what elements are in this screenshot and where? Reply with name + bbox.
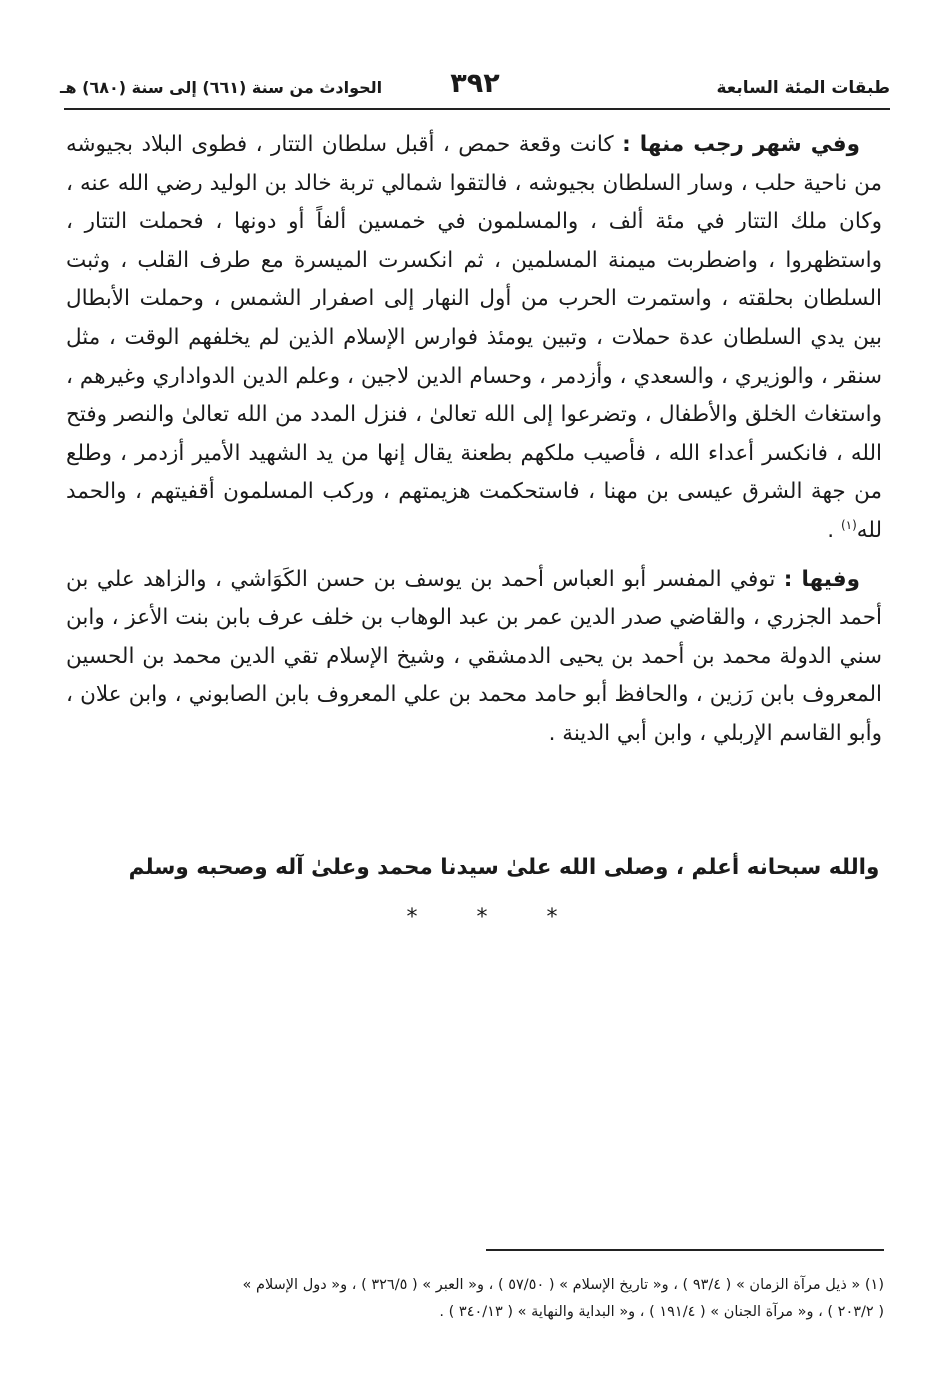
running-title-right: طبقات المئة السابعة bbox=[716, 78, 890, 98]
page-header bbox=[60, 68, 890, 108]
footnote-line: ( ٢٠٣/٢ ) ، و« مرآة الجنان » ( ١٩١/٤ ) ، و« البداية والنهاية » ( ٣٤٠/١٣ ) . bbox=[439, 1304, 884, 1320]
paragraph-body: توفي المفسر أبو العباس أحمد بن يوسف بن حسن الكَوَاشي ، والزاهد علي بن أحمد الجزري ، والقاضي صدر الدين عمر بن عبد الوهاب بن خلف عرف بابن بنت الأعز ، وابن سني الدولة محمد بن أحمد بن يحيى الدمشقي ، وشيخ الإسلام تقي الدين محمد بن الحسين المعروف بابن رَزين ، والحافظ أبو حامد محمد بن علي المعروف بابن الصابوني ، وابن علان ، وأبو القاسم الإربلي ، وابن أبي الدينة . bbox=[66, 566, 882, 746]
paragraph-deaths bbox=[66, 561, 882, 754]
paragraph-rajab bbox=[66, 126, 882, 551]
page-number: ٣٩٢ bbox=[450, 68, 500, 99]
paragraph-lead: وفيها : bbox=[783, 566, 860, 592]
header-divider bbox=[64, 108, 890, 110]
closing-prayer: والله سبحانه أعلم ، وصلى الله علىٰ سيدنا محمد وعلىٰ آله وصحبه وسلم bbox=[128, 855, 880, 880]
main-text bbox=[66, 126, 882, 764]
footnote-divider bbox=[486, 1249, 884, 1251]
section-separator: * * * bbox=[406, 905, 584, 930]
running-title-left: الحوادث من سنة (٦٦١) إلى سنة (٦٨٠) هـ bbox=[60, 78, 383, 97]
footnotes bbox=[64, 1272, 884, 1326]
footnote-line: (١) « ذيل مرآة الزمان » ( ٩٣/٤ ) ، و« تاريخ الإسلام » ( ٥٧/٥٠ ) ، و« العبر » ( ٣٢٦/٥ ) ، و« دول الإسلام » bbox=[242, 1277, 884, 1293]
paragraph-end: . bbox=[827, 517, 841, 543]
footnote-marker[interactable]: (١) bbox=[840, 517, 857, 532]
paragraph-body: كانت وقعة حمص ، أقبل سلطان التتار ، فطوى البلاد بجيوشه من ناحية حلب ، وسار السلطان بجيوشه ، فالتقوا شمالي تربة خالد بن الوليد رضي الله عنه ، وكان ملك التتار في مئة ألف ، والمسلمون في خمسين ألفاً أو دونها ، فحملت التتار ، واستظهروا ، واضطربت ميمنة المسلمين ، ثم انكسرت الميسرة مع طرف القلب ، وثبت السلطان بحلقته ، واستمرت الحرب من أول النهار إلى اصفرار الشمس ، وحملت الأبطال بين يدي السلطان عدة حملات ، وتبين يومئذ فوارس الإسلام الذين لم يخلفهم الوقت ، مثل سنقر ، والوزيري ، والسعدي ، وأزدمر ، وحسام الدين لاجين ، وعلم الدين الدواداري وغيرهم ، واستغاث الخلق والأطفال ، وتضرعوا إلى الله تعالىٰ ، فنزل المدد من الله تعالىٰ والنصر وفتح الله ، فانكسر أعداء الله ، فأصيب ملكهم بطعنة يقال إنها من يد الشهيد الأمير أزدمر ، وطلع من جهة الشرق عيسى بن مهنا ، فاستحكمت هزيمتهم ، وركب المسلمون أقفيتهم ، والحمد لله bbox=[66, 132, 882, 543]
paragraph-lead: وفي شهر رجب منها : bbox=[622, 132, 860, 157]
